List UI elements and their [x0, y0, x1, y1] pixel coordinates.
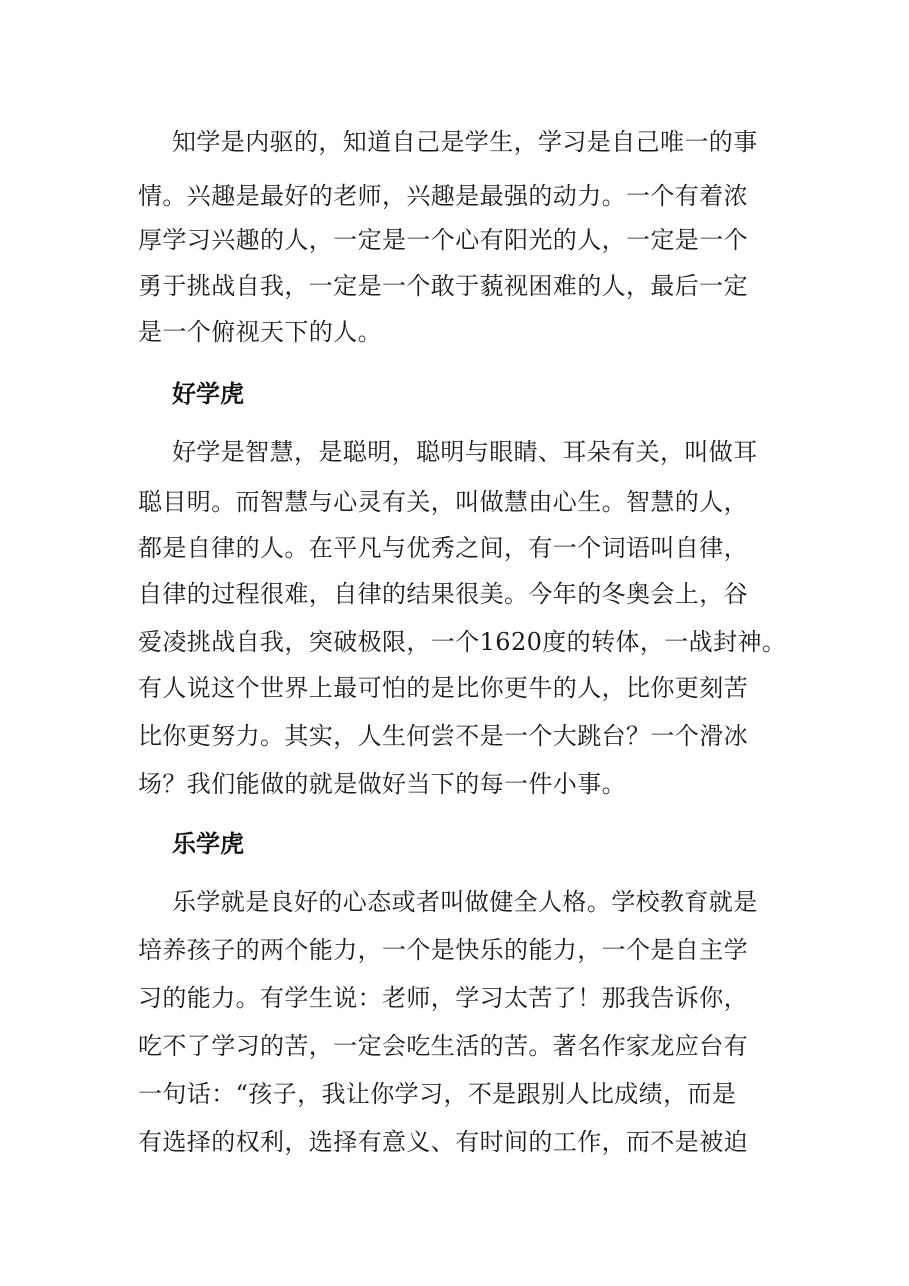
- paragraph-line: 自律的过程很难，自律的结果很美。今年的冬奥会上，谷: [138, 580, 748, 608]
- section-heading-lexue: 乐学虎: [172, 830, 244, 858]
- paragraph-line: 场？我们能做的就是做好当下的每一件小事。: [138, 770, 626, 798]
- paragraph-line: 爱凌挑战自我，突破极限，一个1620度的转体，一战封神。: [138, 628, 787, 656]
- paragraph-line: 乐学就是良好的心态或者叫做健全人格。学校教育就是: [172, 888, 758, 916]
- paragraph-line: 有人说这个世界上最可怕的是比你更牛的人，比你更刻苦: [138, 674, 748, 702]
- paragraph-line: 是一个俯视天下的人。: [138, 318, 382, 346]
- paragraph-line: 都是自律的人。在平凡与优秀之间，有一个词语叫自律，: [138, 534, 748, 562]
- paragraph-line: 情。兴趣是最好的老师，兴趣是最强的动力。一个有着浓: [138, 182, 748, 210]
- section-heading-haoxue: 好学虎: [172, 380, 244, 408]
- paragraph-line: 厚学习兴趣的人，一定是一个心有阳光的人，一定是一个: [138, 226, 748, 254]
- paragraph-line: 习的能力。有学生说：老师，学习太苦了！那我告诉你，: [138, 984, 748, 1012]
- paragraph-line: 一句话：“孩子，我让你学习，不是跟别人比成绩，而是: [138, 1080, 737, 1108]
- paragraph-line: 聪目明。而智慧与心灵有关，叫做慧由心生。智慧的人，: [138, 488, 748, 516]
- paragraph-line: 吃不了学习的苦，一定会吃生活的苦。著名作家龙应台有: [138, 1032, 748, 1060]
- paragraph-line: 培养孩子的两个能力，一个是快乐的能力，一个是自主学: [138, 936, 748, 964]
- paragraph-line: 有选择的权利，选择有意义、有时间的工作，而不是被迫: [138, 1128, 748, 1156]
- paragraph-line: 知学是内驱的，知道自己是学生，学习是自己唯一的事: [172, 128, 758, 156]
- paragraph-line: 好学是智慧，是聪明，聪明与眼睛、耳朵有关，叫做耳: [172, 438, 758, 466]
- paragraph-line: 勇于挑战自我，一定是一个敢于藐视困难的人，最后一定: [138, 272, 748, 300]
- paragraph-line: 比你更努力。其实，人生何尝不是一个大跳台？一个滑冰: [138, 722, 748, 750]
